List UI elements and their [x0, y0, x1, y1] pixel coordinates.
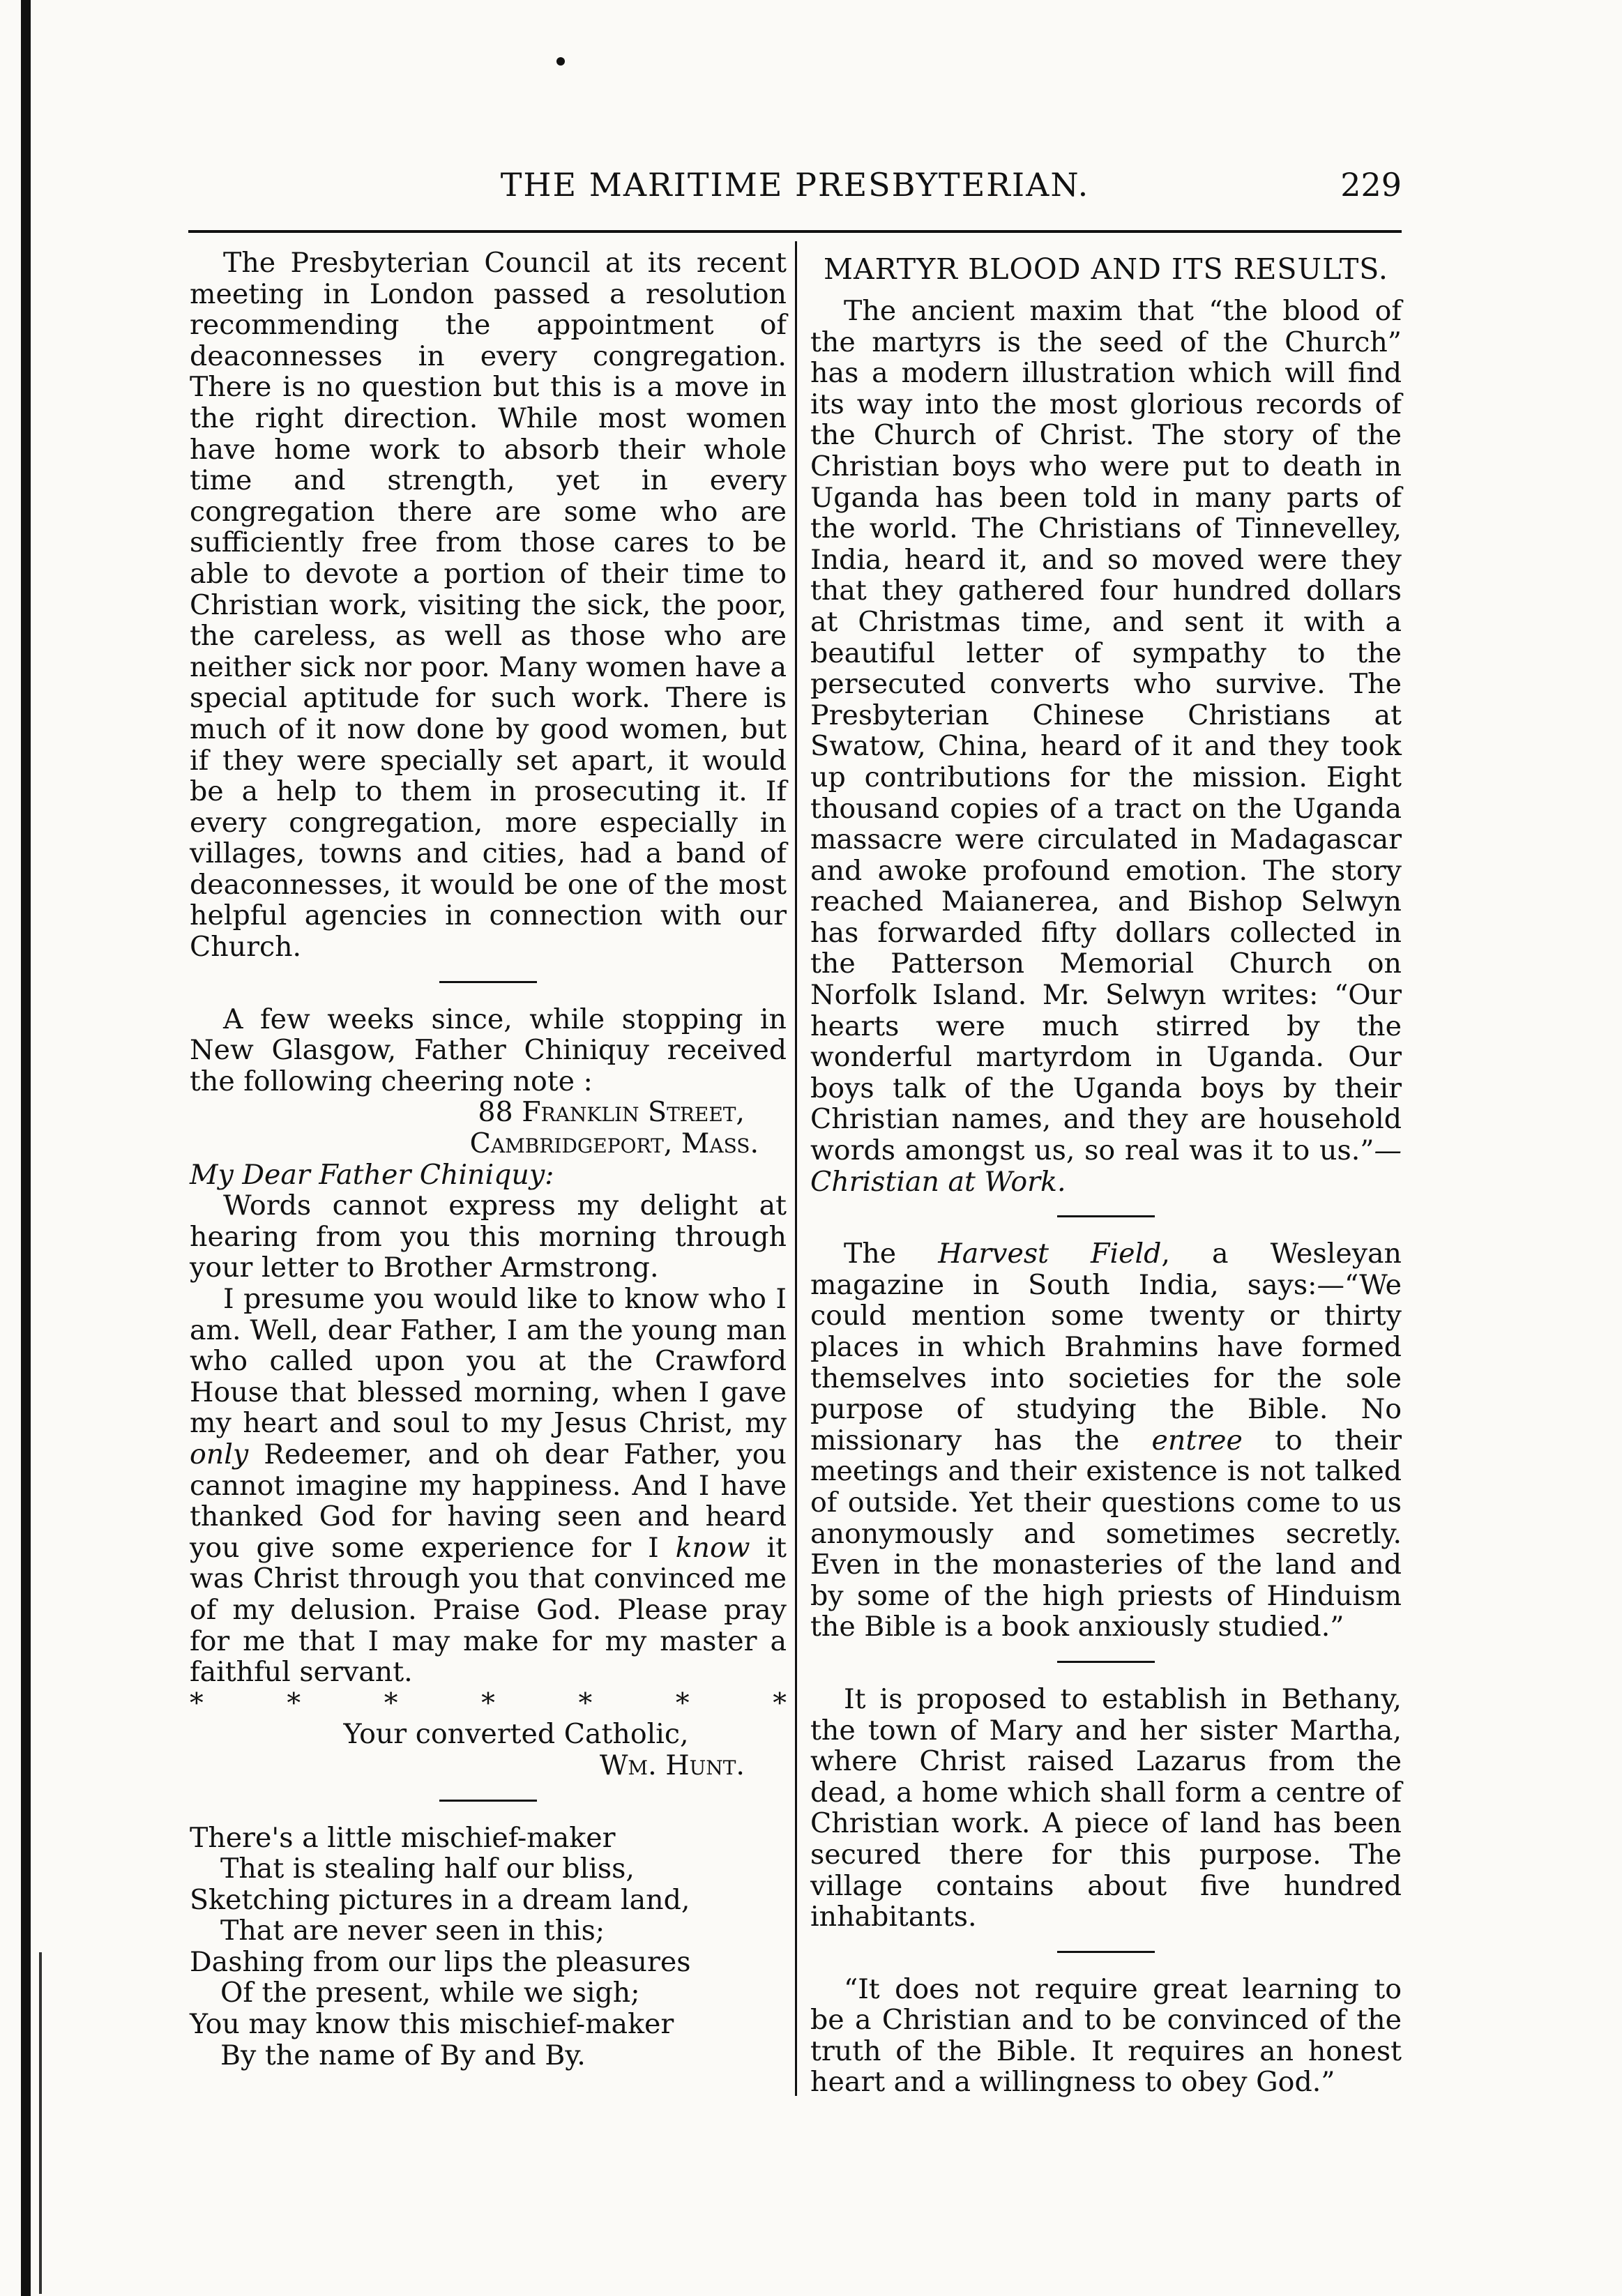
section-rule	[1057, 1215, 1155, 1217]
poem-line: By the name of By and By.	[220, 2039, 586, 2071]
martyr-paragraph	[810, 296, 1402, 1197]
poem-line: You may know this mischief-maker	[190, 2008, 674, 2041]
star: *	[578, 1687, 593, 1719]
section-rule	[439, 1800, 537, 1802]
page-binding-shadow	[39, 1952, 42, 2294]
deaconess-paragraph: The Presbyterian Council at its recent meeting in London passed a resolution recommending the appointment of deaconnesses in every congregation. There is no question but this is a move in the right direction. While most women have home work to absorb their whole time and strength, yet in every congregation there are some who are sufficiently free from those cares to be able to devote a portion of their time to Christian work, visiting the sick, the poor, the careless, as well as those who are neither sick nor poor. Many women have a special aptitude for such work. There is much of it now done by good women, but if they were specially set apart, it would be a help to them in prosecuting it. If every congregation, more especially in villages, towns and cities, had a band of deaconnesses, it would be one of the most helpful agencies in connection with our Church.	[190, 247, 787, 964]
star: *	[287, 1687, 301, 1719]
asterism	[190, 1688, 787, 1719]
poem-line: That are never seen in this;	[220, 1915, 605, 1947]
star: *	[384, 1687, 398, 1719]
column-divider	[795, 241, 797, 2096]
chiniquy-intro: A few weeks since, while stopping in New Glasgow, Father Chiniquy received the following cheering note :	[190, 1003, 787, 1097]
poem	[190, 1823, 787, 2071]
poem-line: Dashing from our lips the pleasures	[190, 1945, 691, 1978]
letter-signature: Wm. Hunt.	[599, 1749, 745, 1781]
journal-title: THE MARITIME PRESBYTERIAN.	[500, 166, 1090, 204]
emphasis-entree: entree	[1151, 1424, 1243, 1457]
right-column	[810, 248, 1402, 2098]
section-rule	[439, 981, 537, 983]
harvest-text: , a Wesleyan magazine in South India, says:—“We could mention some twenty or thirty places in which Brahmins have formed themselves into societies for the sole purpose of studying the Bible. No missionary has the	[810, 1238, 1402, 1457]
emphasis-know: know	[675, 1531, 750, 1564]
bethany-paragraph: It is proposed to establish in Bethany, the town of Mary and her sister Martha, where Christ raised Lazarus from the dead, a home which shall form a centre of Christian work. A piece of land has been secured there for this purpose. The village contains about five hundred inhabitants.	[810, 1682, 1402, 1933]
star: *	[190, 1687, 204, 1719]
header-rule	[188, 230, 1402, 233]
letter-paragraph: Words cannot express my delight at hearing from you this morning through your letter to Brother Armstrong.	[190, 1189, 787, 1284]
section-rule	[1057, 1951, 1155, 1953]
running-header	[188, 166, 1402, 222]
star: *	[481, 1687, 495, 1719]
letter-paragraph-2	[190, 1284, 787, 1688]
section-rule	[1057, 1661, 1155, 1663]
harvest-field-paragraph	[810, 1238, 1402, 1643]
letter-closing: Your converted Catholic,	[343, 1718, 689, 1751]
learning-quote: “It does not require great learning to be a Christian and to be convinced of the truth of the Bible. It requires an honest heart and a willingness to obey God.”	[810, 1972, 1402, 2099]
poem-line: Sketching pictures in a dream land,	[190, 1883, 690, 1916]
emphasis-only: only	[190, 1438, 249, 1470]
article-heading: MARTYR BLOOD AND ITS RESULTS.	[824, 252, 1388, 286]
harvest-field-title: Harvest Field	[938, 1238, 1162, 1270]
letter-text: Redeemer, and oh dear Father, you cannot imagine my happiness. And I have thanked God for having seen and heard you give some experience for I	[190, 1438, 787, 1564]
left-column	[190, 248, 787, 2071]
poem-line: Of the present, while we sigh;	[220, 1977, 640, 2009]
letter-address-city: Cambridgeport, Mass.	[469, 1127, 759, 1160]
star: *	[675, 1687, 690, 1719]
letter-text: it was Christ through you that convinced me of my delusion. Praise God. Please pray for me that I may make for my master a faithful servant.	[190, 1531, 787, 1689]
martyr-text: The ancient maxim that “the blood of the martyrs is the seed of the Church” has a modern illustration which will find its way into the most glorious records of the Church of Christ. The story of the Christian boys who were put to death in Uganda has been told in many parts of the world. The Christians of Tinnevelley, India, heard it, and so moved were they that they gathered four hundred dollars at Christmas time, and sent it with a beautiful letter of sympathy to the persecuted converts who survive. The Presbyterian Chinese Christians at Swatow, China, heard of it and they took up contributions for the mission. Eight thousand copies of a tract on the Uganda massacre were circulated in Madagascar and awoke profound emotion. The story reached Maianerea, and Bishop Selwyn has forwarded fifty dollars collected in the Patterson Memorial Church on Norfolk Island. Mr. Selwyn writes: “Our hearts were much stirred by the wonderful martyrdom in Uganda. Our boys talk of the Uganda boys by their Christian names, and they are household words amongst us, so real was it to us.”	[810, 295, 1402, 1167]
letter-text: I presume you would like to know who I am. Well, dear Father, I am the young man who called upon you at the Crawford House that blessed morning, when I gave my heart and soul to my Jesus Christ, my	[190, 1283, 787, 1440]
harvest-text: to their meetings and their existence is not talked of outside. Yet their questions come to us anonymously and sometimes secretly. Even in the monasteries of the land and by some of the high priests of Hinduism the Bible is a book anxiously studied.”	[810, 1424, 1402, 1643]
poem-line: There's a little mischief-maker	[190, 1821, 616, 1854]
poem-line: That is stealing half our bliss,	[220, 1853, 635, 1885]
harvest-text: The	[844, 1238, 939, 1270]
star: *	[773, 1687, 787, 1719]
page-binding-edge	[21, 0, 31, 2296]
letter-salutation: My Dear Father Chiniquy:	[190, 1158, 554, 1191]
ink-spot	[556, 57, 565, 66]
martyr-source: —Christian at Work.	[810, 1134, 1402, 1198]
letter-address-street: 88 Franklin Street,	[478, 1096, 745, 1129]
page-number: 229	[1340, 166, 1402, 204]
